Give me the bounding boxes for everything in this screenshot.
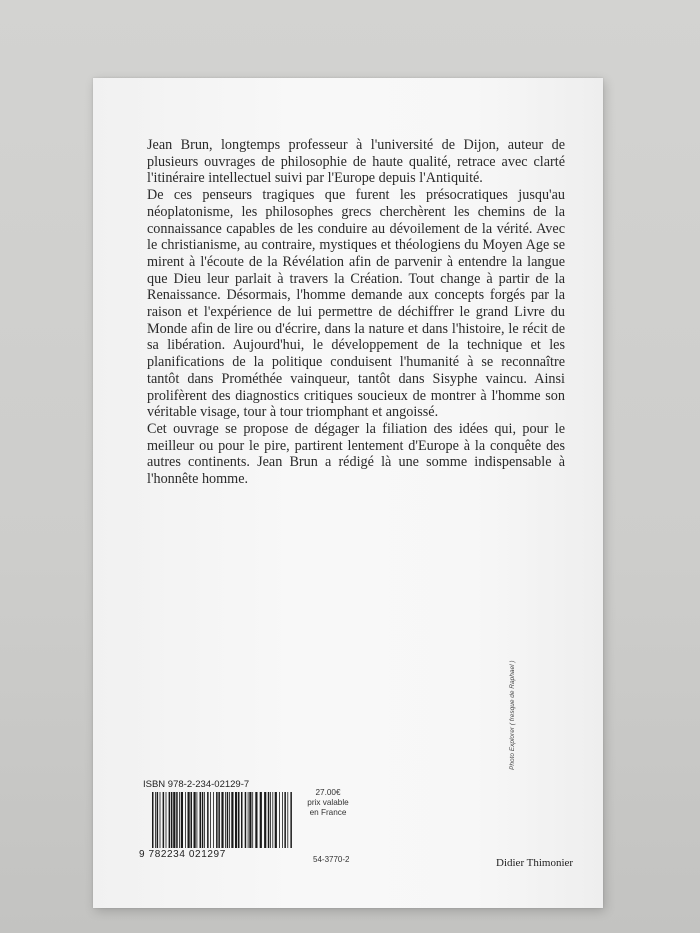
barcode-bar	[204, 792, 205, 848]
blurb-paragraph-1: Jean Brun, longtemps professeur à l'université de Dijon, auteur de plusieurs ouvrages de philosophie de haute qualité, retrace avec clarté l'itinéraire intellectuel suivi par l'Europe depuis l'Antiquité.	[147, 137, 565, 187]
barcode-bar	[229, 792, 230, 848]
barcode-bar	[210, 792, 211, 848]
barcode-bar	[155, 792, 156, 848]
blurb-text	[147, 137, 565, 488]
barcode-bar	[171, 792, 173, 848]
barcode-bar	[188, 792, 190, 848]
price-note-line-1: prix valable	[307, 798, 349, 807]
barcode-bar	[221, 792, 223, 848]
barcode-digits: 9 782234 021297	[139, 849, 226, 860]
barcode-bar	[176, 792, 178, 848]
barcode-bar	[284, 792, 286, 848]
publisher-name: Didier Thimonier	[496, 857, 574, 869]
barcode-bar	[268, 792, 270, 848]
barcode-bar	[290, 792, 292, 848]
barcode-bar	[238, 792, 240, 848]
barcode-bar	[157, 792, 159, 848]
barcode-bar	[270, 792, 271, 848]
barcode-bar	[252, 792, 253, 848]
barcode-bar	[163, 792, 165, 848]
barcode-bar	[255, 792, 257, 848]
barcode-bar	[245, 792, 247, 848]
barcode-bar	[185, 792, 186, 848]
barcode-bar	[275, 792, 277, 848]
isbn-label: ISBN 978-2-234-02129-7	[143, 779, 250, 790]
barcode-bar	[197, 792, 198, 848]
barcode-bar	[241, 792, 243, 848]
barcode-bar	[200, 792, 202, 848]
photo-credit: Photo Explorer ( fresque de Raphael )	[509, 660, 516, 770]
barcode-bar	[216, 792, 218, 848]
barcode-bar	[191, 792, 193, 848]
barcode-bar	[260, 792, 262, 848]
barcode-bar	[181, 792, 183, 848]
barcode-bar	[264, 792, 266, 848]
barcode-bar	[179, 792, 180, 848]
barcode-bar	[160, 792, 161, 848]
barcode-bar	[207, 792, 209, 848]
price-value: 27.00€	[315, 788, 341, 797]
barcode-bar	[173, 792, 175, 848]
catalog-code: 54-3770-2	[313, 855, 350, 864]
barcode-bar	[225, 792, 226, 848]
blurb-paragraph-3: Cet ouvrage se propose de dégager la filiation des idées qui, pour le meilleur ou pour le pire, partirent lentement d'Europe à la conquête des autres continents. Jean Brun a rédigé là une somme indispensable à l'honnête homme.	[147, 420, 565, 488]
barcode-bar	[152, 792, 154, 848]
barcode-bar	[249, 792, 251, 848]
barcode-bar	[169, 792, 171, 848]
barcode	[150, 792, 294, 848]
barcode-bar	[279, 792, 280, 848]
book-back-cover	[93, 78, 603, 908]
barcode-bar	[194, 792, 196, 848]
price-block	[302, 788, 354, 818]
barcode-bar	[287, 792, 288, 848]
barcode-bar	[272, 792, 273, 848]
barcode-bar	[218, 792, 220, 848]
price-note-line-2: en France	[309, 808, 347, 817]
barcode-bar	[202, 792, 204, 848]
barcode-bar	[213, 792, 214, 848]
barcode-bar	[166, 792, 167, 848]
blurb-paragraph-2: De ces penseurs tragiques que furent les présocratiques jusqu'au néoplatonisme, les philosophes grecs cherchèrent les chemins de la connaissance capables de les conduire au dévoilement de la vérité. Avec le christianisme, au contraire, mystiques et théologiens du Moyen Age se mirent à l'écoute de la Révélation afin de parvenir à entendre la langue que Dieu leur parlait à travers la Création. Tout change à partir de la Renaissance. Désormais, l'homme demande aux concepts forgés par la raison et l'expérience de lui permettre de déchiffrer le grand Livre du Monde afin de lire ou d'écrire, dans la nature et dans l'histoire, le récit de sa libération. Aujourd'hui, le développement de la technique et les planifications de la politique conduisent l'humanité à se reconnaître tantôt dans Prométhée vainqueur, tantôt dans Sisyphe vaincu. Ainsi prolifèrent des diagnostics critiques soucieux de montrer à l'homme son véritable visage, tour à tour triomphant et angoissé.	[147, 187, 565, 421]
barcode-bar	[235, 792, 237, 848]
barcode-bar	[227, 792, 229, 848]
barcode-bar	[248, 792, 249, 848]
barcode-bar	[231, 792, 233, 848]
barcode-bar	[282, 792, 283, 848]
